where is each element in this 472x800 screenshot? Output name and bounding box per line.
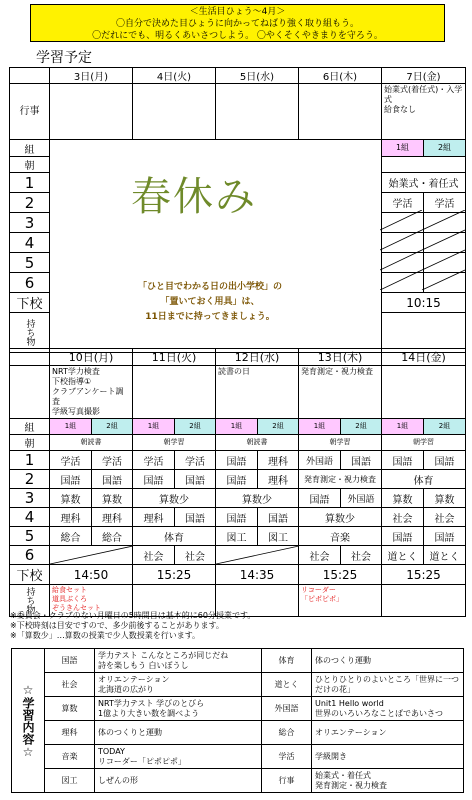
subject-content: Unit1 Hello world 世界のいろいろなことばであいさつ bbox=[312, 697, 464, 721]
week2-event: 発育測定・視力検査 bbox=[299, 366, 382, 419]
items-to-bring: 給食セット 道具ぶくろ ぞうきんセット bbox=[50, 585, 133, 617]
subject-content: 始業式・着任式 発育測定・視力検査 bbox=[312, 769, 464, 793]
footnote: ※下校時刻は目安ですので、多少前後することがあります。 bbox=[10, 621, 224, 630]
week1-day: 5日(水) bbox=[216, 68, 299, 84]
row-label-kumi: 組 bbox=[10, 419, 50, 435]
period-cell: 図工 bbox=[258, 527, 299, 546]
period-cell: 算数 bbox=[50, 489, 92, 508]
footnotes bbox=[10, 611, 255, 641]
week2-day: 14日(金) bbox=[382, 349, 466, 366]
subject-name: 国語 bbox=[45, 649, 95, 673]
class-1-label: 1組 bbox=[216, 419, 258, 435]
period-cell: 社会 bbox=[133, 546, 175, 565]
subject-content: 学級開き bbox=[312, 745, 464, 769]
period-cell: 図工 bbox=[216, 527, 258, 546]
period-cell: 社会 bbox=[341, 546, 382, 565]
period-cell: 総合 bbox=[92, 527, 133, 546]
period-cell: 道とく bbox=[424, 546, 466, 565]
period-cell: 学活 bbox=[133, 451, 175, 470]
week1-fri-p2: 学活 bbox=[382, 193, 424, 213]
subject-name: 図工 bbox=[45, 769, 95, 793]
class-2-label: 2組 bbox=[92, 419, 133, 435]
subject-content: TODAY リコーダー「ピポピポ」 bbox=[95, 745, 262, 769]
subject-content: NRT学力テスト 学びのとびら 1億より大きい数を調べよう bbox=[95, 697, 262, 721]
row-label-p5: 5 bbox=[10, 527, 50, 546]
subject-content: 学力テスト こんなところが同じだね 詩を楽しもう 白いぼうし bbox=[95, 649, 262, 673]
empty-slot-strikes bbox=[380, 210, 465, 290]
dismissal-time: 15:25 bbox=[133, 565, 216, 585]
subject-content: オリエンテーション bbox=[312, 721, 464, 745]
period-cell: 理科 bbox=[258, 451, 299, 470]
period-cell: 理科 bbox=[258, 470, 299, 489]
period-cell: 国語 bbox=[216, 508, 258, 527]
row-label-p1: 1 bbox=[10, 173, 50, 193]
week2-event bbox=[382, 366, 466, 419]
strike-line bbox=[216, 546, 299, 564]
class-2-label: 2組 bbox=[258, 419, 299, 435]
subject-name: 総合 bbox=[262, 721, 312, 745]
subject-name: 社会 bbox=[45, 673, 95, 697]
week1-fri-p1: 始業式・着任式 bbox=[382, 173, 466, 193]
class-1-label: 1組 bbox=[50, 419, 92, 435]
class-2-label: 2組 bbox=[424, 140, 466, 157]
footnote: ※「算数少」…算数の授業で少人数授業を行います。 bbox=[10, 631, 201, 640]
row-label-p2: 2 bbox=[10, 193, 50, 213]
spring-break-text: 春休み bbox=[131, 174, 257, 220]
subject-content: ひとりひとりのよいところ「世界に一つだけの花」 bbox=[312, 673, 464, 697]
week1-fri-event: 始業式(着任式)・入学式 給食なし bbox=[382, 84, 466, 140]
class-1-label: 1組 bbox=[299, 419, 341, 435]
week2-day: 10日(月) bbox=[50, 349, 133, 366]
row-label-kumi: 組 bbox=[10, 140, 50, 157]
section-title: 学習予定 bbox=[36, 50, 92, 66]
period-cell: 学活 bbox=[50, 451, 92, 470]
period-cell: 算数少 bbox=[299, 508, 382, 527]
morning-activity: 朝学習 bbox=[382, 435, 466, 451]
learning-content-label: ☆学習内容☆ bbox=[12, 649, 45, 793]
week1-day: 3日(月) bbox=[50, 68, 133, 84]
period-cell: 社会 bbox=[424, 508, 466, 527]
row-label-p1: 1 bbox=[10, 451, 50, 470]
subject-name: 外国語 bbox=[262, 697, 312, 721]
period-cell: 学活 bbox=[92, 451, 133, 470]
row-label-p3: 3 bbox=[10, 213, 50, 233]
items-to-bring: リコーダー 「ピポピポ」 bbox=[299, 585, 382, 617]
period-cell: 算数少 bbox=[133, 489, 216, 508]
goal-heading: ＜生活目ひょう～4月＞ bbox=[189, 7, 286, 17]
week2-event: 読書の日 bbox=[216, 366, 299, 419]
subject-name: 理科 bbox=[45, 721, 95, 745]
week1-day: 6日(木) bbox=[299, 68, 382, 84]
period-cell: 国語 bbox=[299, 489, 341, 508]
week2-event bbox=[133, 366, 216, 419]
period-cell: 音楽 bbox=[299, 527, 382, 546]
subject-name: 学活 bbox=[262, 745, 312, 769]
period-cell: 算数少 bbox=[216, 489, 299, 508]
supply-notice: 「ひと目でわかる日の出小学校」の 「置いておく用具」は、 11日までに持ってきましょう。 bbox=[137, 282, 282, 322]
period-cell: 道とく bbox=[382, 546, 424, 565]
dismissal-time: 14:35 bbox=[216, 565, 299, 585]
period-cell: 国語 bbox=[216, 470, 258, 489]
period-cell: 国語 bbox=[133, 470, 175, 489]
week1-day: 4日(火) bbox=[133, 68, 216, 84]
period-cell: 国語 bbox=[50, 470, 92, 489]
period-cell: 理科 bbox=[92, 508, 133, 527]
subject-name: 体育 bbox=[262, 649, 312, 673]
row-label-p4: 4 bbox=[10, 508, 50, 527]
period-cell: 国語 bbox=[175, 508, 216, 527]
period-cell: 理科 bbox=[133, 508, 175, 527]
goal-line-1: 〇自分で決めた目ひょうに向かってねばり強く取り組もう。 bbox=[115, 19, 359, 29]
period-cell: 国語 bbox=[92, 470, 133, 489]
dismissal-time: 15:25 bbox=[382, 565, 466, 585]
subject-name: 算数 bbox=[45, 697, 95, 721]
row-label-event: 行事 bbox=[10, 84, 50, 140]
period-cell: 社会 bbox=[382, 508, 424, 527]
week2-day: 12日(水) bbox=[216, 349, 299, 366]
no-class-slot bbox=[50, 546, 133, 565]
dismissal-time: 15:25 bbox=[299, 565, 382, 585]
row-label-gekou: 下校 bbox=[10, 293, 50, 313]
period-cell: 国語 bbox=[341, 451, 382, 470]
week1-fri-p2: 学活 bbox=[424, 193, 466, 213]
row-label-p3: 3 bbox=[10, 489, 50, 508]
class-2-label: 2組 bbox=[424, 419, 466, 435]
class-1-label: 1組 bbox=[382, 140, 424, 157]
class-1-label: 1組 bbox=[382, 419, 424, 435]
row-label-gekou: 下校 bbox=[10, 565, 50, 585]
row-label-mochimono: 持ち物 bbox=[10, 313, 50, 353]
period-cell: 体育 bbox=[133, 527, 216, 546]
period-cell: 総合 bbox=[50, 527, 92, 546]
footnote: ※委員会・クラブのない月曜日の5時間目は基本的に60分授業です。 bbox=[10, 611, 256, 620]
items-to-bring bbox=[382, 585, 466, 617]
week2-day: 11日(火) bbox=[133, 349, 216, 366]
row-label-p5: 5 bbox=[10, 253, 50, 273]
period-cell: 外国語 bbox=[299, 451, 341, 470]
period-cell: 国語 bbox=[424, 451, 466, 470]
week2-event: NRT学力検査 下校指導① クラブアンケート調査 学級写真撮影 bbox=[50, 366, 133, 419]
week1-day: 7日(金) bbox=[382, 68, 466, 84]
week1-fri-gekou: 10:15 bbox=[382, 293, 466, 313]
period-cell: 算数 bbox=[382, 489, 424, 508]
class-1-label: 1組 bbox=[133, 419, 175, 435]
row-label-p2: 2 bbox=[10, 470, 50, 489]
period-cell: 社会 bbox=[175, 546, 216, 565]
subject-content: オリエンテーション 北海道の広がり bbox=[95, 673, 262, 697]
subject-name: 道とく bbox=[262, 673, 312, 697]
row-label-asa: 朝 bbox=[10, 435, 50, 451]
subject-name: 音楽 bbox=[45, 745, 95, 769]
period-cell: 国語 bbox=[175, 470, 216, 489]
subject-content: 体のつくりと運動 bbox=[95, 721, 262, 745]
morning-activity: 朝学習 bbox=[133, 435, 216, 451]
period-cell: 学活 bbox=[175, 451, 216, 470]
goal-line-2: 〇だれにでも、明るくあいさつしよう。 〇やくそくやきまりを守ろう。 bbox=[92, 31, 383, 41]
period-cell: 社会 bbox=[299, 546, 341, 565]
goal-banner bbox=[30, 4, 445, 42]
period-cell: 国語 bbox=[424, 527, 466, 546]
subject-content: 体のつくり運動 bbox=[312, 649, 464, 673]
row-label-p6: 6 bbox=[10, 273, 50, 293]
period-cell: 国語 bbox=[382, 527, 424, 546]
subject-name: 行事 bbox=[262, 769, 312, 793]
period-cell: 体育 bbox=[382, 470, 466, 489]
class-2-label: 2組 bbox=[341, 419, 382, 435]
class-2-label: 2組 bbox=[175, 419, 216, 435]
period-cell: 理科 bbox=[50, 508, 92, 527]
subject-content: しぜんの形 bbox=[95, 769, 262, 793]
week2-day: 13日(木) bbox=[299, 349, 382, 366]
period-cell: 外国語 bbox=[341, 489, 382, 508]
dismissal-time: 14:50 bbox=[50, 565, 133, 585]
row-label-p4: 4 bbox=[10, 233, 50, 253]
morning-activity: 朝学習 bbox=[299, 435, 382, 451]
row-label-mochimono: 持ち物 bbox=[10, 585, 50, 617]
period-cell: 発育測定・視力検査 bbox=[299, 470, 382, 489]
period-cell: 国語 bbox=[216, 451, 258, 470]
strike-line bbox=[50, 546, 133, 564]
period-cell: 算数 bbox=[424, 489, 466, 508]
period-cell: 算数 bbox=[92, 489, 133, 508]
morning-activity: 朝読書 bbox=[216, 435, 299, 451]
no-class-slot bbox=[216, 546, 299, 565]
week2-table bbox=[9, 348, 466, 617]
learning-content-table bbox=[11, 648, 464, 793]
row-label-p6: 6 bbox=[10, 546, 50, 565]
period-cell: 国語 bbox=[258, 508, 299, 527]
morning-activity: 朝読書 bbox=[50, 435, 133, 451]
row-label-asa: 朝 bbox=[10, 157, 50, 173]
period-cell: 国語 bbox=[382, 451, 424, 470]
